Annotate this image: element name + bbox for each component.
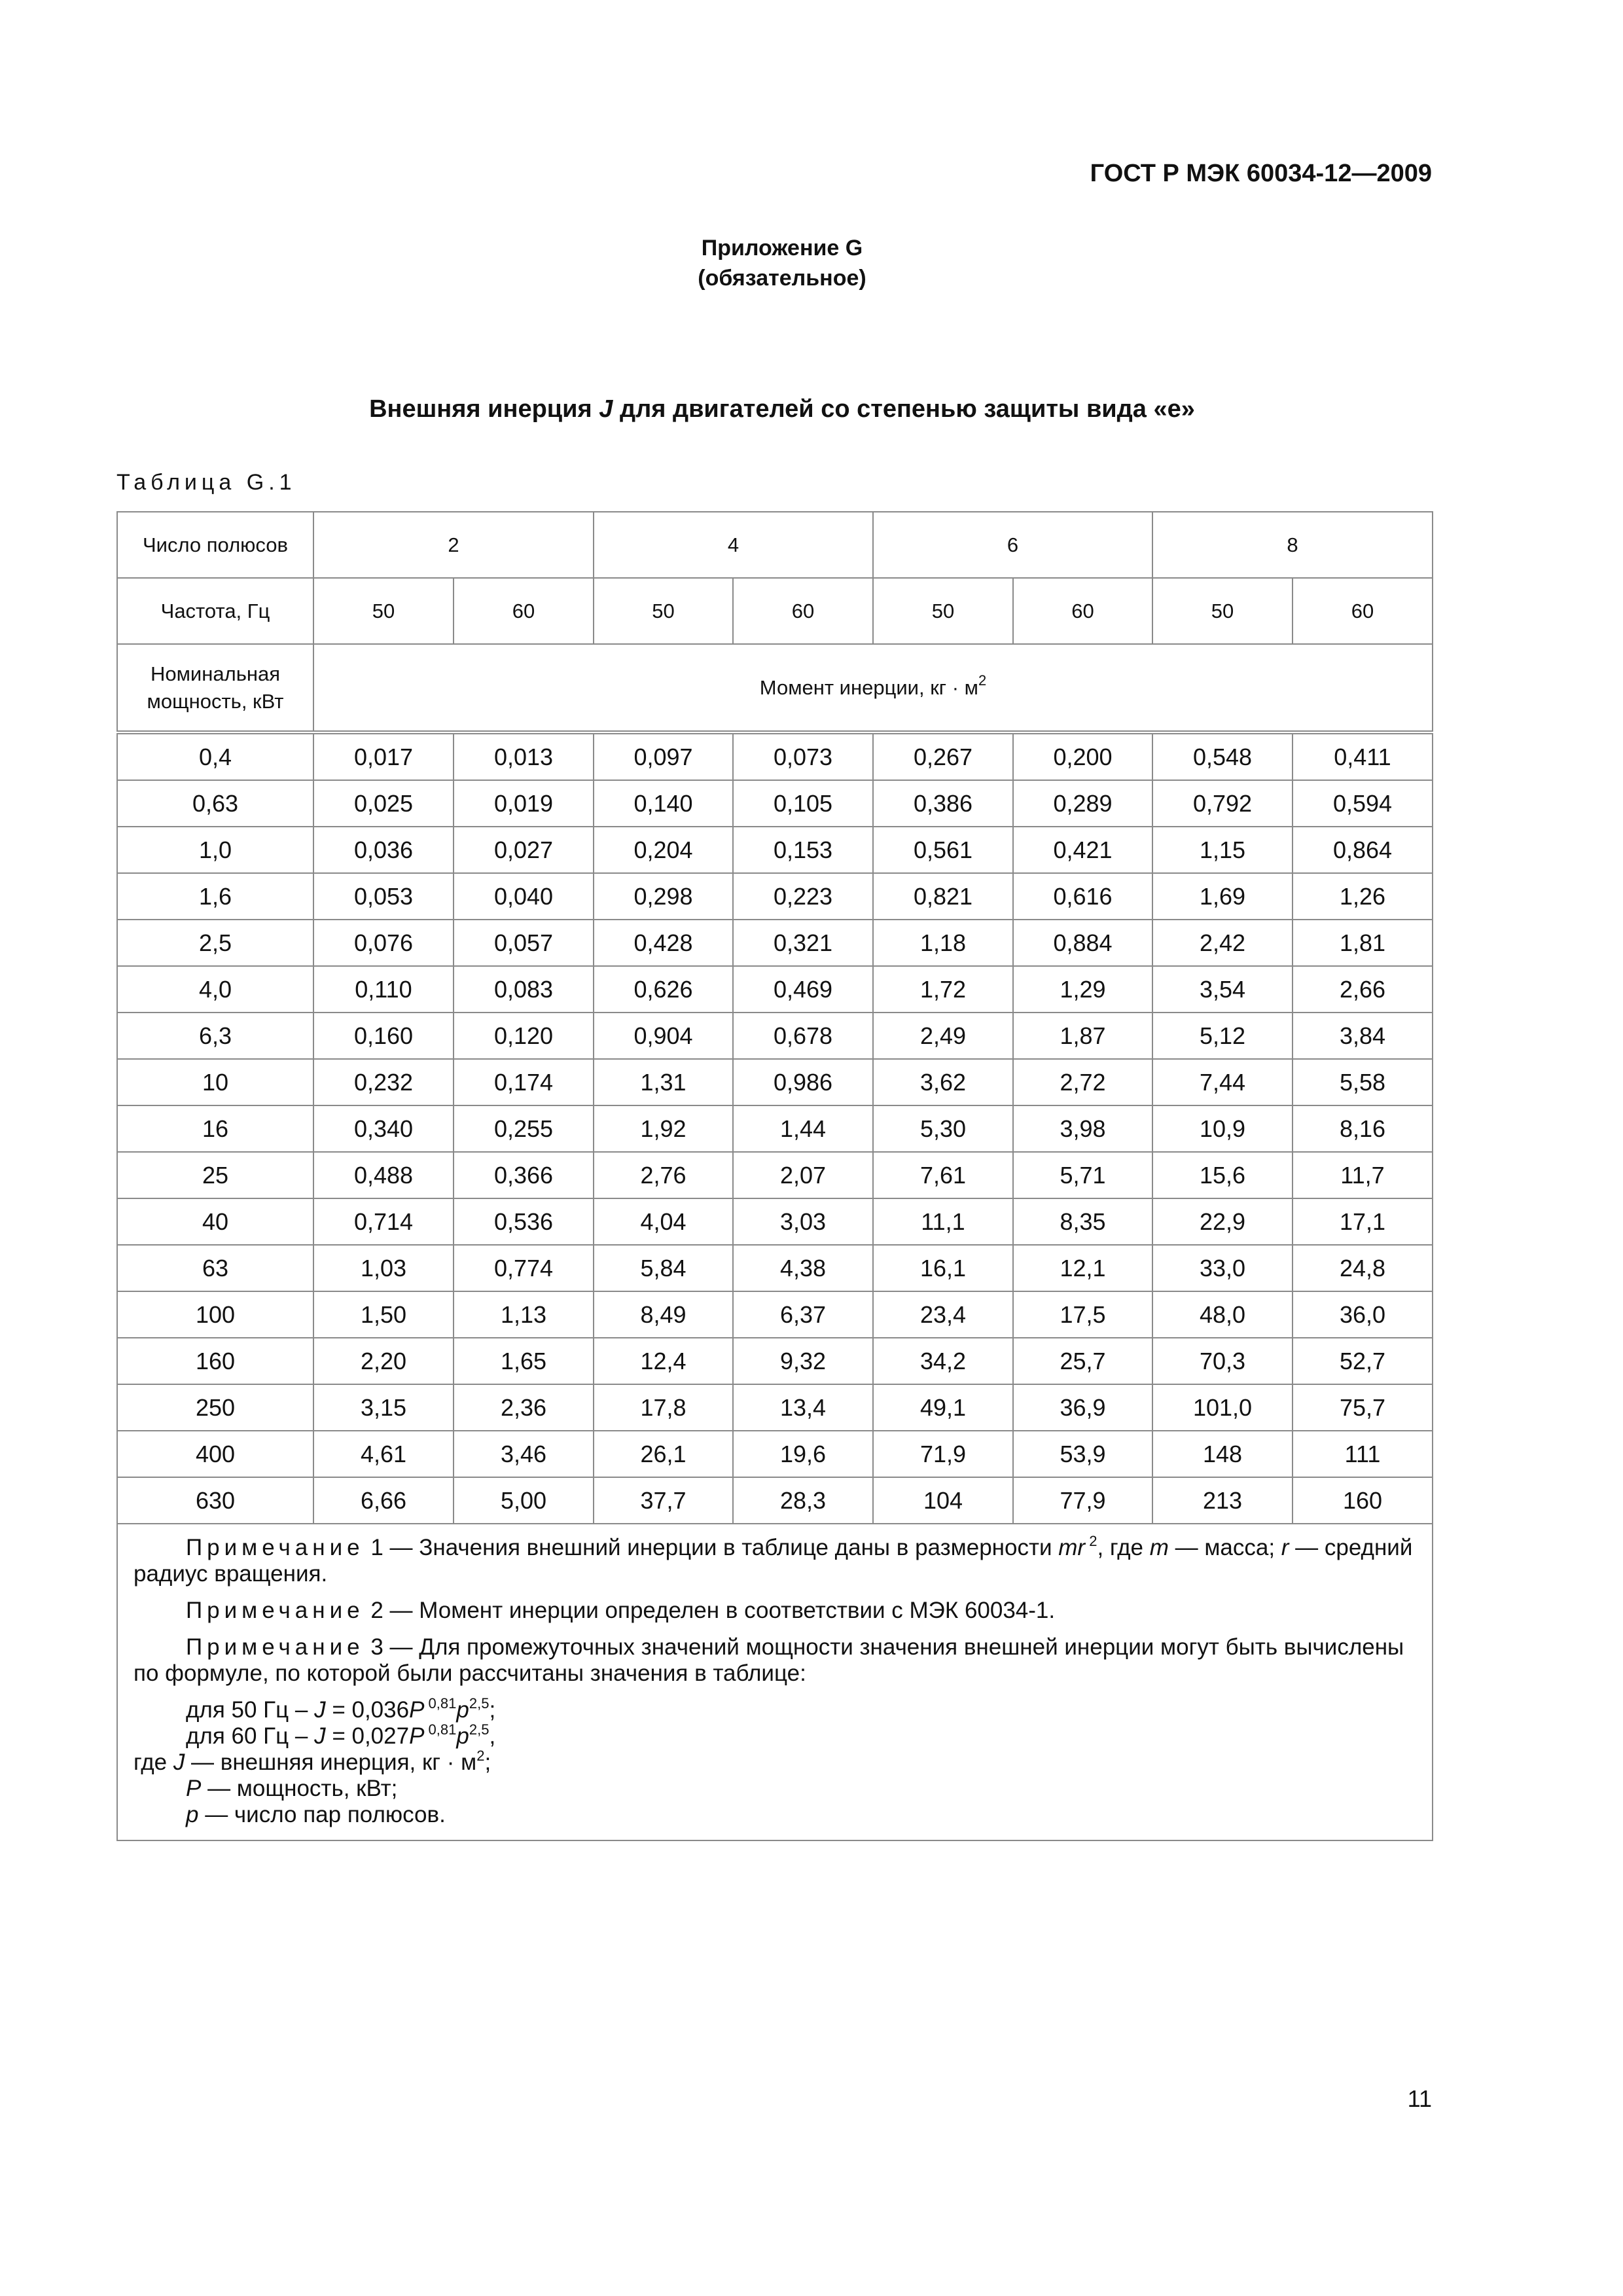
table-row (117, 1245, 1433, 1291)
power-cell: 40 (117, 1198, 313, 1245)
formula-symbol: J (314, 1697, 326, 1723)
power-cell: 25 (117, 1152, 313, 1198)
def-text: — число пар полюсов. (198, 1802, 446, 1827)
title-before: Внешняя инерция (369, 395, 599, 423)
inertia-cell: 0,774 (454, 1245, 594, 1291)
power-cell: 0,4 (117, 732, 313, 780)
inertia-cell: 0,714 (313, 1198, 454, 1245)
inertia-cell: 0,864 (1293, 827, 1433, 873)
inertia-cell: 101,0 (1152, 1384, 1293, 1431)
inertia-cell: 104 (873, 1477, 1013, 1524)
inertia-cell: 33,0 (1152, 1245, 1293, 1291)
inertia-cell: 4,38 (733, 1245, 873, 1291)
inertia-cell: 0,040 (454, 873, 594, 920)
inertia-cell: 0,105 (733, 780, 873, 827)
poles-6: 6 (873, 512, 1152, 578)
power-cell: 1,6 (117, 873, 313, 920)
power-cell: 250 (117, 1384, 313, 1431)
inertia-cell: 0,428 (594, 920, 733, 966)
inertia-cell: 75,7 (1293, 1384, 1433, 1431)
inertia-cell: 1,50 (313, 1291, 454, 1338)
poles-label: Число полюсов (117, 512, 313, 578)
appendix-heading (0, 233, 1564, 293)
notes-row (117, 1524, 1433, 1840)
inertia-cell: 0,027 (454, 827, 594, 873)
inertia-cell: 0,204 (594, 827, 733, 873)
inertia-cell: 4,61 (313, 1431, 454, 1477)
inertia-cell: 7,44 (1152, 1059, 1293, 1105)
inertia-cell: 8,35 (1013, 1198, 1152, 1245)
inertia-cell: 0,421 (1013, 827, 1152, 873)
note-text: — Для промежуточных значений мощности значения внешней инерции могут быть вычислены по формуле, по которой были рассчитаны значения в таблице: (134, 1634, 1404, 1686)
moment-label (313, 644, 1433, 732)
def-symbol: P (186, 1776, 202, 1801)
inertia-cell: 3,46 (454, 1431, 594, 1477)
inertia-cell: 5,12 (1152, 1013, 1293, 1059)
inertia-cell: 5,71 (1013, 1152, 1152, 1198)
inertia-cell: 5,84 (594, 1245, 733, 1291)
page-number: 11 (1407, 2085, 1432, 2112)
inertia-cell: 10,9 (1152, 1105, 1293, 1152)
inertia-cell: 2,76 (594, 1152, 733, 1198)
inertia-cell: 1,15 (1152, 827, 1293, 873)
inertia-cell: 77,9 (1013, 1477, 1152, 1524)
inertia-cell: 6,37 (733, 1291, 873, 1338)
freq-label: Частота, Гц (117, 578, 313, 644)
note-number: 1 (364, 1535, 383, 1560)
inertia-cell: 148 (1152, 1431, 1293, 1477)
where-j (134, 1749, 1416, 1776)
inertia-cell: 0,255 (454, 1105, 594, 1152)
inertia-cell: 0,076 (313, 920, 454, 966)
inertia-cell: 0,340 (313, 1105, 454, 1152)
formula-text: , (489, 1723, 496, 1749)
note-text: , где (1097, 1535, 1150, 1560)
table-row (117, 1291, 1433, 1338)
power-label (117, 644, 313, 732)
table-label: Таблица G.1 (116, 470, 296, 495)
note-1 (134, 1535, 1416, 1587)
inertia-cell: 23,4 (873, 1291, 1013, 1338)
note-symbol: m (1149, 1535, 1169, 1560)
note-number: 2 (364, 1598, 383, 1623)
inertia-cell: 0,267 (873, 732, 1013, 780)
inertia-cell: 11,1 (873, 1198, 1013, 1245)
inertia-cell: 0,678 (733, 1013, 873, 1059)
inertia-cell: 0,120 (454, 1013, 594, 1059)
inertia-cell: 8,16 (1293, 1105, 1433, 1152)
poles-8: 8 (1152, 512, 1433, 578)
inertia-cell: 213 (1152, 1477, 1293, 1524)
note-2 (134, 1598, 1416, 1624)
poles-row (117, 512, 1433, 578)
formula-text: = 0,027 (325, 1723, 410, 1749)
inertia-cell: 111 (1293, 1431, 1433, 1477)
inertia-cell: 28,3 (733, 1477, 873, 1524)
inertia-cell: 0,140 (594, 780, 733, 827)
inertia-cell: 0,884 (1013, 920, 1152, 966)
table-row (117, 873, 1433, 920)
inertia-cell: 0,019 (454, 780, 594, 827)
formula-symbol: J (314, 1723, 326, 1749)
table-row (117, 920, 1433, 966)
table-row (117, 1105, 1433, 1152)
inertia-cell: 1,29 (1013, 966, 1152, 1013)
inertia-cell: 3,62 (873, 1059, 1013, 1105)
inertia-cell: 5,58 (1293, 1059, 1433, 1105)
title-after: для двигателей со степенью защиты вида «е» (613, 395, 1195, 423)
inertia-cell: 49,1 (873, 1384, 1013, 1431)
formula-symbol: P (409, 1697, 425, 1723)
inertia-cell: 1,18 (873, 920, 1013, 966)
power-cell: 160 (117, 1338, 313, 1384)
power-label-line2: мощность, кВт (147, 689, 284, 713)
inertia-cell: 3,54 (1152, 966, 1293, 1013)
table-row (117, 966, 1433, 1013)
inertia-cell: 70,3 (1152, 1338, 1293, 1384)
table-row (117, 732, 1433, 780)
inertia-cell: 0,083 (454, 966, 594, 1013)
inertia-cell: 22,9 (1152, 1198, 1293, 1245)
inertia-cell: 3,03 (733, 1198, 873, 1245)
inertia-cell: 7,61 (873, 1152, 1013, 1198)
inertia-cell: 9,32 (733, 1338, 873, 1384)
note-exponent: 2 (1085, 1533, 1097, 1549)
power-cell: 4,0 (117, 966, 313, 1013)
where-text: ; (484, 1749, 491, 1775)
table-row (117, 1059, 1433, 1105)
power-cell: 400 (117, 1431, 313, 1477)
power-cell: 16 (117, 1105, 313, 1152)
inertia-cell: 13,4 (733, 1384, 873, 1431)
inertia-cell: 2,20 (313, 1338, 454, 1384)
power-cell: 10 (117, 1059, 313, 1105)
inertia-cell: 37,7 (594, 1477, 733, 1524)
freq-cell: 60 (733, 578, 873, 644)
inertia-cell: 1,13 (454, 1291, 594, 1338)
table-row (117, 1198, 1433, 1245)
def-power (134, 1776, 1416, 1802)
freq-cell: 60 (1293, 578, 1433, 644)
table-row (117, 1013, 1433, 1059)
inertia-cell: 0,821 (873, 873, 1013, 920)
title-symbol: J (599, 395, 613, 423)
inertia-cell: 48,0 (1152, 1291, 1293, 1338)
notes-cell (117, 1524, 1433, 1840)
def-symbol: p (186, 1802, 199, 1827)
inertia-cell: 0,366 (454, 1152, 594, 1198)
inertia-cell: 0,616 (1013, 873, 1152, 920)
inertia-cell: 0,626 (594, 966, 733, 1013)
note-word: Примечание (186, 1634, 365, 1660)
power-cell: 63 (117, 1245, 313, 1291)
def-text: — мощность, кВт; (201, 1776, 398, 1801)
power-label-line1: Номинальная (150, 662, 280, 685)
power-cell: 2,5 (117, 920, 313, 966)
freq-row (117, 578, 1433, 644)
inertia-cell: 8,49 (594, 1291, 733, 1338)
formula-exponent: 2,5 (469, 1721, 490, 1738)
inertia-cell: 2,66 (1293, 966, 1433, 1013)
inertia-cell: 2,07 (733, 1152, 873, 1198)
formula-symbol: p (456, 1723, 469, 1749)
power-cell: 100 (117, 1291, 313, 1338)
def-pole-pairs (134, 1802, 1416, 1828)
freq-cell: 60 (454, 578, 594, 644)
inertia-cell: 2,72 (1013, 1059, 1152, 1105)
table-row (117, 827, 1433, 873)
inertia-cell: 0,561 (873, 827, 1013, 873)
where-word: где (134, 1749, 173, 1775)
inertia-cell: 0,013 (454, 732, 594, 780)
units-row (117, 644, 1433, 732)
inertia-cell: 5,30 (873, 1105, 1013, 1152)
inertia-cell: 1,65 (454, 1338, 594, 1384)
inertia-cell: 5,00 (454, 1477, 594, 1524)
inertia-cell: 34,2 (873, 1338, 1013, 1384)
inertia-cell: 0,232 (313, 1059, 454, 1105)
note-text: — Момент инерции определен в соответствии с МЭК 60034-1. (383, 1598, 1056, 1623)
inertia-cell: 0,200 (1013, 732, 1152, 780)
moment-label-exp: 2 (978, 672, 987, 689)
inertia-cell: 0,548 (1152, 732, 1293, 780)
note-symbol: mr (1058, 1535, 1086, 1560)
inertia-cell: 2,42 (1152, 920, 1293, 966)
inertia-cell: 0,174 (454, 1059, 594, 1105)
inertia-cell: 1,26 (1293, 873, 1433, 920)
inertia-cell: 0,536 (454, 1198, 594, 1245)
power-cell: 0,63 (117, 780, 313, 827)
freq-cell: 50 (1152, 578, 1293, 644)
inertia-cell: 12,1 (1013, 1245, 1152, 1291)
table-body (117, 732, 1433, 1524)
inertia-cell: 36,9 (1013, 1384, 1152, 1431)
where-symbol: J (173, 1749, 185, 1775)
inertia-cell: 1,81 (1293, 920, 1433, 966)
document-code: ГОСТ Р МЭК 60034-12—2009 (1090, 160, 1432, 187)
inertia-cell: 0,986 (733, 1059, 873, 1105)
power-cell: 6,3 (117, 1013, 313, 1059)
inertia-cell: 24,8 (1293, 1245, 1433, 1291)
inertia-cell: 17,1 (1293, 1198, 1433, 1245)
inertia-cell: 0,073 (733, 732, 873, 780)
note-number: 3 (364, 1634, 383, 1660)
note-text: — масса; (1168, 1535, 1281, 1560)
inertia-cell: 0,386 (873, 780, 1013, 827)
formula-text: ; (489, 1697, 496, 1723)
power-cell: 630 (117, 1477, 313, 1524)
inertia-cell: 53,9 (1013, 1431, 1152, 1477)
table-row (117, 1431, 1433, 1477)
table-row (117, 1338, 1433, 1384)
inertia-cell: 1,92 (594, 1105, 733, 1152)
inertia-cell: 0,097 (594, 732, 733, 780)
inertia-cell: 0,904 (594, 1013, 733, 1059)
inertia-cell: 160 (1293, 1477, 1433, 1524)
where-text: — внешняя инерция, кг · м (185, 1749, 477, 1775)
inertia-cell: 2,36 (454, 1384, 594, 1431)
table-row (117, 780, 1433, 827)
inertia-cell: 0,223 (733, 873, 873, 920)
inertia-cell: 0,017 (313, 732, 454, 780)
inertia-cell: 0,153 (733, 827, 873, 873)
inertia-cell: 3,84 (1293, 1013, 1433, 1059)
formula-text: для 50 Гц – (186, 1697, 315, 1723)
note-word: Примечание (186, 1535, 365, 1560)
inertia-cell: 1,31 (594, 1059, 733, 1105)
formula-exponent: 2,5 (469, 1695, 490, 1712)
formula-symbol: p (456, 1697, 469, 1723)
formula-50hz (134, 1697, 1416, 1723)
inertia-cell: 3,15 (313, 1384, 454, 1431)
formula-text: = 0,036 (325, 1697, 410, 1723)
formula-60hz (134, 1723, 1416, 1749)
inertia-cell: 0,289 (1013, 780, 1152, 827)
inertia-cell: 19,6 (733, 1431, 873, 1477)
appendix-status: (обязательное) (698, 266, 866, 291)
formula-symbol: P (409, 1723, 425, 1749)
inertia-cell: 15,6 (1152, 1152, 1293, 1198)
inertia-cell: 0,025 (313, 780, 454, 827)
note-3 (134, 1634, 1416, 1687)
inertia-cell: 17,8 (594, 1384, 733, 1431)
inertia-cell: 0,321 (733, 920, 873, 966)
inertia-cell: 0,411 (1293, 732, 1433, 780)
inertia-cell: 0,110 (313, 966, 454, 1013)
inertia-cell: 1,03 (313, 1245, 454, 1291)
freq-cell: 50 (873, 578, 1013, 644)
inertia-cell: 0,160 (313, 1013, 454, 1059)
inertia-cell: 1,69 (1152, 873, 1293, 920)
where-exponent: 2 (476, 1748, 485, 1764)
power-cell: 1,0 (117, 827, 313, 873)
inertia-cell: 0,488 (313, 1152, 454, 1198)
inertia-cell: 0,053 (313, 873, 454, 920)
inertia-cell: 17,5 (1013, 1291, 1152, 1338)
inertia-table (116, 511, 1433, 1841)
inertia-cell: 71,9 (873, 1431, 1013, 1477)
note-text: — средний радиус вращения. (134, 1535, 1413, 1587)
inertia-cell: 25,7 (1013, 1338, 1152, 1384)
inertia-cell: 1,44 (733, 1105, 873, 1152)
table-row (117, 1477, 1433, 1524)
inertia-cell: 36,0 (1293, 1291, 1433, 1338)
inertia-cell: 1,87 (1013, 1013, 1152, 1059)
freq-cell: 60 (1013, 578, 1152, 644)
inertia-cell: 0,792 (1152, 780, 1293, 827)
table-row (117, 1152, 1433, 1198)
formula-text: для 60 Гц – (186, 1723, 315, 1749)
inertia-cell: 12,4 (594, 1338, 733, 1384)
moment-label-text: Момент инерции, кг · м (759, 675, 978, 699)
inertia-cell: 11,7 (1293, 1152, 1433, 1198)
inertia-cell: 0,469 (733, 966, 873, 1013)
freq-cell: 50 (594, 578, 733, 644)
inertia-cell: 0,036 (313, 827, 454, 873)
freq-cell: 50 (313, 578, 454, 644)
inertia-cell: 52,7 (1293, 1338, 1433, 1384)
inertia-cell: 0,594 (1293, 780, 1433, 827)
inertia-cell: 16,1 (873, 1245, 1013, 1291)
note-text: — Значения внешний инерции в таблице даны в размерности (383, 1535, 1059, 1560)
poles-4: 4 (594, 512, 873, 578)
note-word: Примечание (186, 1598, 365, 1623)
inertia-cell: 3,98 (1013, 1105, 1152, 1152)
page-title (0, 395, 1564, 423)
note-symbol: r (1281, 1535, 1289, 1560)
inertia-cell: 4,04 (594, 1198, 733, 1245)
inertia-cell: 2,49 (873, 1013, 1013, 1059)
table-row (117, 1384, 1433, 1431)
inertia-cell: 26,1 (594, 1431, 733, 1477)
inertia-cell: 0,057 (454, 920, 594, 966)
appendix-title: Приложение G (701, 236, 863, 260)
formula-exponent: 0,81 (424, 1695, 457, 1712)
inertia-cell: 6,66 (313, 1477, 454, 1524)
inertia-cell: 0,298 (594, 873, 733, 920)
formula-exponent: 0,81 (424, 1721, 457, 1738)
inertia-cell: 1,72 (873, 966, 1013, 1013)
poles-2: 2 (313, 512, 594, 578)
